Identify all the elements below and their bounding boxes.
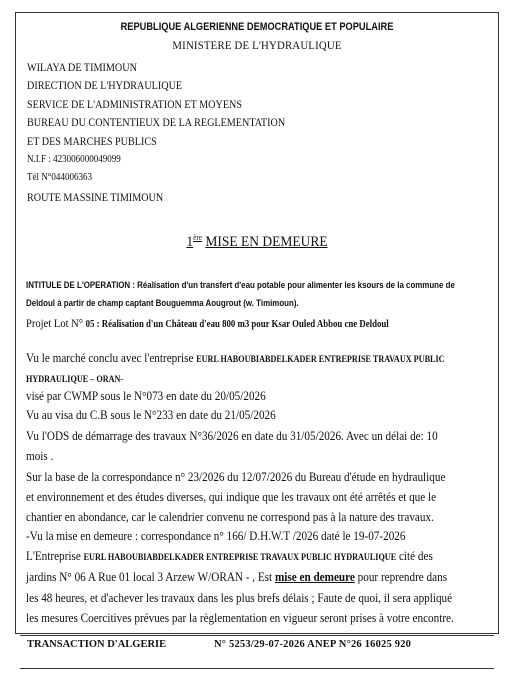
operation-line-2: Deldoul à partir de champ captant Bouguemma Aougrout (w. Timimoun). [26,298,299,308]
ministry-heading: MINISTERE DE L'HYDRAULIQUE [172,38,342,52]
address-line-service: SERVICE DE L'ADMINISTRATION ET MOYENS [27,97,243,111]
body-line-9: chantier en abondance, car le calendrier convenu ne correspond pas à la nature des travaux. [26,509,434,524]
address-line-route: ROUTE MASSINE TIMIMOUN [27,190,164,204]
body-line-7: Sur la base de la correspondance n° 23/2026 du 12/07/2026 du Bureau d'étude en hydraulique [26,469,446,484]
title-number: 1 [186,234,194,250]
body-line-12 [26,569,447,585]
title-superscript: ère [193,233,202,242]
body-company-name: EURL HABOUBIABDELKADER ENTREPRISE TRAVAUX PUBLIC [196,355,445,365]
notice-title [26,233,489,251]
footer-reference: N° 5253/29-07-2026 ANEP N°26 16025 920 [214,639,412,650]
body-contract-text: Vu le marché conclu avec l'entreprise [26,350,197,365]
body-line-4: Vu au visa du C.B sous le N°233 en date du 21/05/2026 [26,407,276,422]
project-detail: 05 : Réalisation d'un Château d'eau 800 m3 pour Ksar Ouled Abbou cne Deldoul [85,319,389,330]
body-line-11 [26,548,433,564]
project-line [26,316,389,331]
address-line-direction: DIRECTION DE L'HYDRAULIQUE [27,78,183,92]
body-line-2 [26,370,123,386]
body-company-city: HYDRAULIQUE – ORAN- [26,375,124,385]
body-entreprise-cite: cité des [396,548,433,563]
body-reprendre-text: pour reprendre dans [354,569,448,584]
footer-divider [20,635,494,636]
address-line-marches: ET DES MARCHES PUBLICS [27,134,157,148]
address-line-bureau: BUREAU DU CONTENTIEUX DE LA REGLEMENTATION [27,115,286,129]
body-line-1 [26,350,445,366]
republic-heading: REPUBLIQUE ALGERIENNE DEMOCRATIQUE ET POPULAIRE [120,21,394,33]
body-entreprise-label: L'Entreprise [26,548,84,563]
bottom-divider [20,668,494,669]
address-line-wilaya: WILAYA DE TIMIMOUN [27,60,137,74]
body-line-14: les mesures Coercitives prévues par la règlementation en vigueur seront prises à votre encontre. [26,610,454,625]
body-mise-en-demeure: mise en demeure [274,569,355,584]
address-line-nif: N.I.F : 423006000049099 [27,154,121,165]
address-line-phone: Tél N°044006363 [27,172,93,183]
body-line-8: et environnement et des études diverses, qui indique que les travaux ont été arrêtés et que le [26,489,437,504]
body-line-3: visé par CWMP sous le N°073 en date du 20/05/2026 [26,388,266,403]
body-line-5: Vu l'ODS de démarrage des travaux N°36/2026 en date du 31/05/2026. Avec un délai de: 10 [26,428,438,443]
body-line-6: mois . [26,448,54,463]
body-line-10: -Vu la mise en demeure : correspondance n° 166/ D.H.W.T /2026 daté le 19-07-2026 [26,528,406,543]
body-address-text: jardins N° 06 A Rue 01 local 3 Arzew W/ORAN - , Est [26,569,275,584]
title-text: MISE EN DEMEURE [205,234,328,250]
project-prefix: Projet Lot N° [26,316,84,330]
body-entreprise-name: EURL HABOUBIABDELKADER ENTREPRISE TRAVAUX PUBLIC HYDRAULIQUE [83,553,397,563]
body-line-13: les 48 heures, et d'achever les travaux dans les plus brefs délais ; Faute de quoi, il sera appliqué [26,590,453,605]
operation-line-1: INTITULE DE L'OPERATION : Réalisation d'un transfert d'eau potable pour alimenter les ksours de la commune de [26,280,455,290]
footer-transaction: TRANSACTION D'ALGERIE [27,639,167,650]
